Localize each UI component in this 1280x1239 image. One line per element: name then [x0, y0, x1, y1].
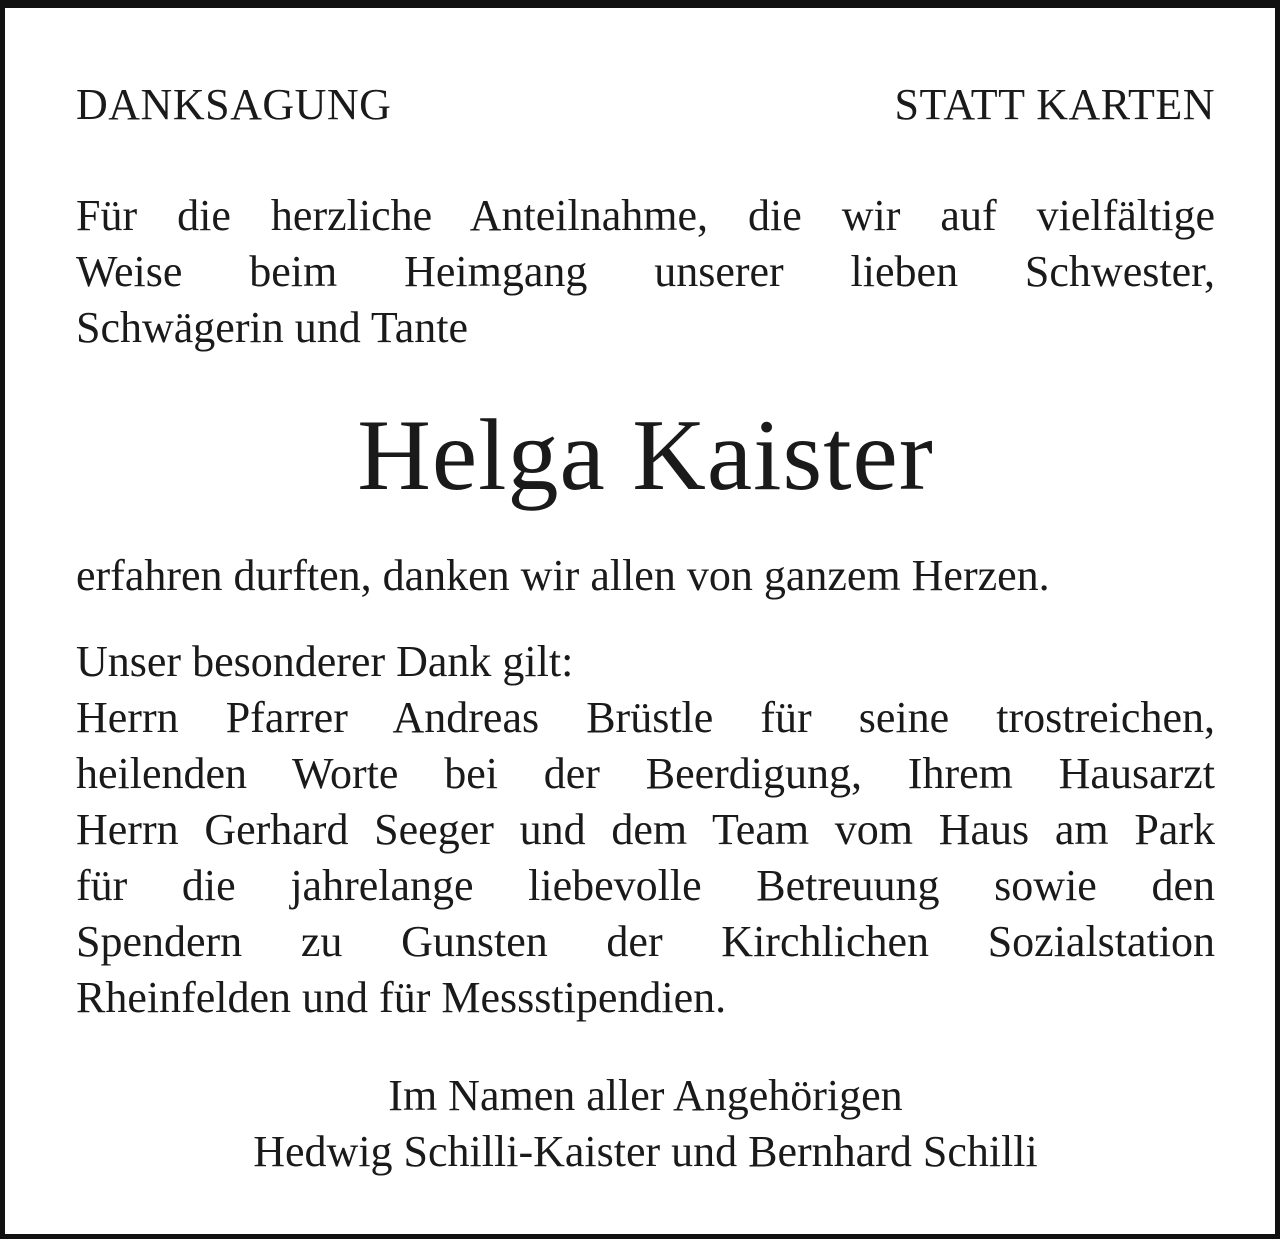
after-name-paragraph	[76, 548, 1215, 604]
thanks-line: heilenden Worte bei der Beerdigung, Ihrem Hausarzt	[76, 749, 1215, 798]
thanks-line: Herrn Gerhard Seeger und dem Team vom Haus am Park	[76, 805, 1215, 854]
intro-line: Für die herzliche Anteilnahme, die wir auf vielfältige	[76, 191, 1215, 240]
signature-line-2: Hedwig Schilli-Kaister und Bernhard Schilli	[253, 1127, 1038, 1176]
intro-line: Weise beim Heimgang unserer lieben Schwester,	[76, 247, 1215, 296]
signature-block	[76, 1068, 1215, 1180]
intro-line: Schwägerin und Tante	[76, 303, 469, 352]
signature-line-1: Im Namen aller Angehörigen	[388, 1071, 903, 1120]
header-title-right: STATT KARTEN	[894, 80, 1215, 129]
thanks-line: für die jahrelange liebevolle Betreuung sowie den	[76, 861, 1215, 910]
thanks-line: Herrn Pfarrer Andreas Brüstle für seine trostreichen,	[76, 693, 1215, 742]
thanks-line: Unser besonderer Dank gilt:	[76, 637, 574, 686]
thanks-line: Rheinfelden und für Messstipendien.	[76, 973, 727, 1022]
deceased-name: Helga Kaister	[357, 399, 934, 512]
thanks-paragraph	[76, 634, 1215, 1026]
thanks-line: Spendern zu Gunsten der Kirchlichen Sozialstation	[76, 917, 1215, 966]
after-name-line: erfahren durften, danken wir allen von ganzem Herzen.	[76, 551, 1050, 600]
notice-header	[76, 80, 1215, 130]
intro-paragraph	[76, 188, 1215, 356]
header-title-left: DANKSAGUNG	[76, 80, 392, 129]
